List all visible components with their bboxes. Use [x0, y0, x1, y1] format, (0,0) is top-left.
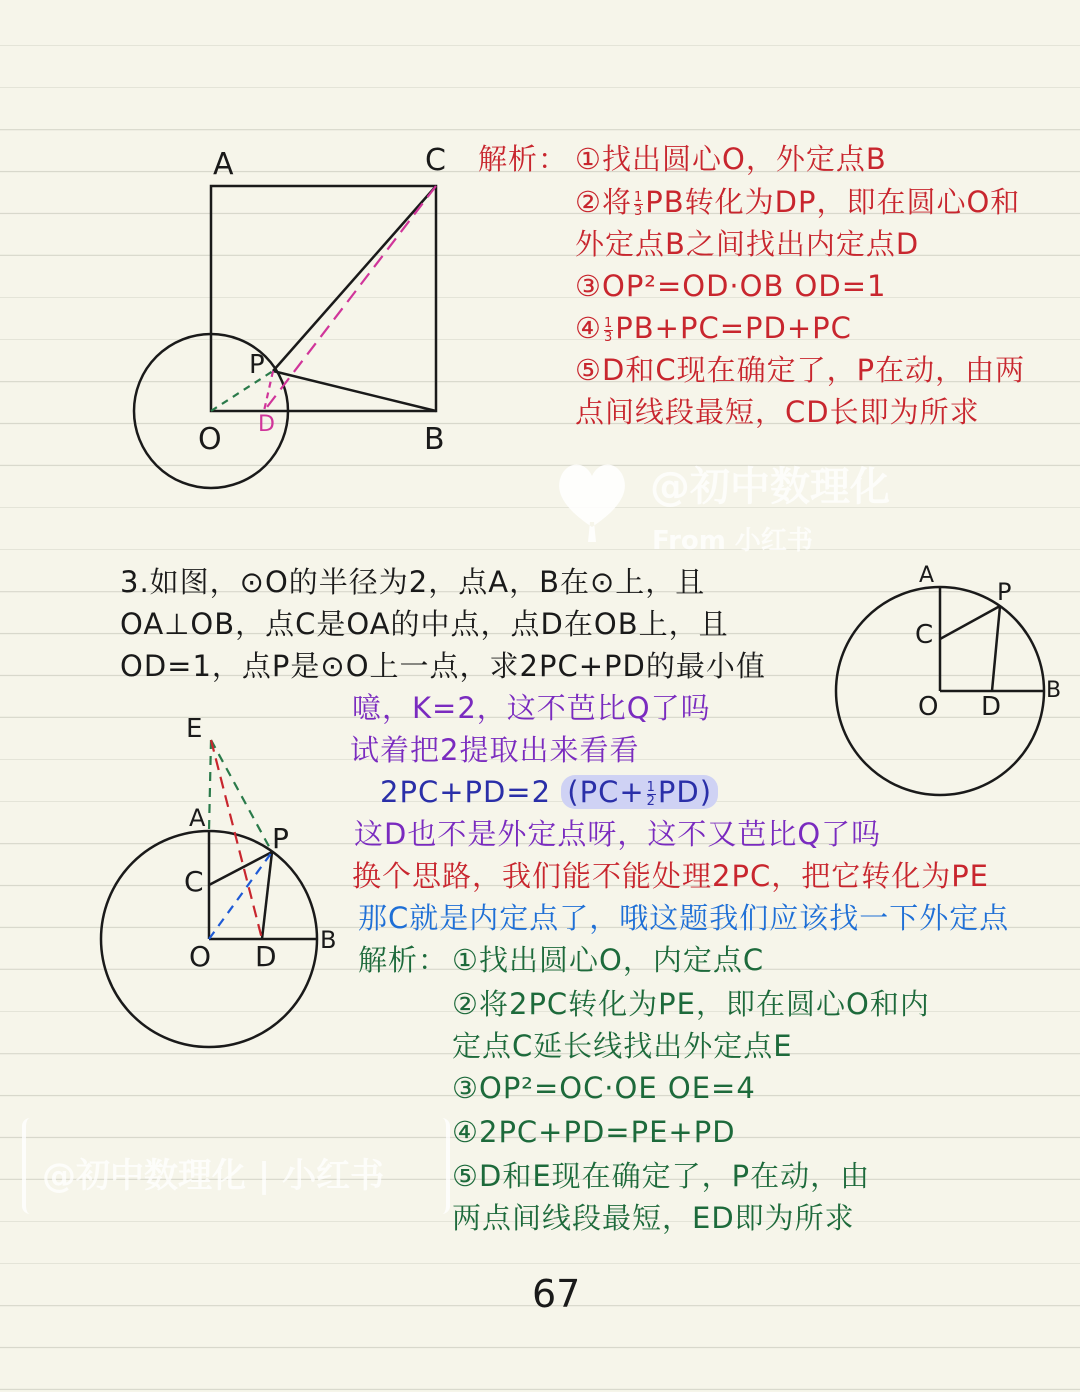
- label-p-3: P: [272, 822, 289, 855]
- label-c-2: C: [915, 620, 934, 650]
- fraction-one-half: $\frac{1}{2}$: [646, 779, 656, 809]
- label-c-1: C: [425, 143, 446, 178]
- step4-2: ④2PC+PD=PE+PD: [452, 1115, 736, 1149]
- watermark-title: @初中数理化: [650, 464, 890, 510]
- label-b-3: B: [320, 926, 337, 954]
- label-o-1: O: [198, 422, 222, 457]
- dash-cd: [264, 186, 436, 411]
- equation-line: [380, 776, 718, 808]
- watermark-bottom: @初中数理化 | 小红书: [42, 1156, 385, 1196]
- figure-1-dashes: [211, 186, 436, 411]
- watermark-heart-icon: [552, 452, 632, 542]
- step1-1: ①找出圆心O，外定点B: [575, 142, 887, 176]
- segment-pc: [273, 186, 436, 371]
- note-purple-3: 这D也不是外定点呀，这不又芭比Q了吗: [354, 817, 882, 851]
- equation-highlight: (PC+ $\frac{1}{2}$ PD): [561, 775, 718, 809]
- problem3-line3: OD=1，点P是⊙O上一点，求2PC+PD的最小值: [120, 649, 766, 683]
- label-e-3: E: [186, 714, 203, 744]
- step4-prefix: ④: [575, 311, 602, 345]
- label-p-1: P: [249, 350, 265, 380]
- label-a-3: A: [189, 804, 206, 832]
- dash-eo: [209, 740, 211, 831]
- label-d-1: D: [258, 412, 275, 437]
- label-b-1: B: [424, 422, 445, 457]
- step2-rest: PB转化为DP，即在圆心O和: [645, 185, 1021, 219]
- step2-1: [575, 186, 1020, 218]
- step2-cont-1: 外定点B之间找出内定点D: [575, 227, 920, 261]
- figure-1: [134, 186, 436, 488]
- step3-2: ③OP²=OC·OE OE=4: [452, 1071, 756, 1105]
- label-d-3: D: [255, 940, 277, 973]
- label-o-3: O: [189, 940, 212, 973]
- note-red-1: 换个思路，我们能不能处理2PC，把它转化为PE: [352, 859, 989, 893]
- label-c-3: C: [184, 865, 204, 898]
- fraction-one-third: $\frac{1}{3}$: [634, 189, 644, 219]
- step5-2: ⑤D和E现在确定了，P在动，由: [452, 1159, 871, 1193]
- problem3-line2: OA⊥OB，点C是OA的中点，点D在OB上，且: [120, 607, 729, 641]
- step4-1: [575, 312, 852, 344]
- step2-prefix: ②将: [575, 185, 632, 219]
- fraction-one-third-b: $\frac{1}{3}$: [604, 315, 614, 345]
- analysis-title-1: 解析：: [478, 142, 569, 176]
- figure-3-dashes: [209, 740, 272, 939]
- step1-2: ①找出圆心O，内定点C: [452, 943, 765, 977]
- segment-cp: [940, 606, 1000, 639]
- label-d-2: D: [981, 692, 1002, 722]
- label-p-2: P: [997, 578, 1012, 606]
- note-purple-1: 噫，K=2，这不芭比Q了吗: [352, 691, 711, 725]
- note-purple-2: 试着把2提取出来看看: [350, 733, 640, 767]
- label-a-1: A: [213, 147, 234, 182]
- segment-pd-3: [262, 852, 272, 939]
- segment-pb: [273, 371, 436, 411]
- analysis-title-2: 解析：: [358, 943, 449, 977]
- step2-cont-2: 定点C延长线找出外定点E: [452, 1029, 793, 1063]
- label-o-2: O: [918, 692, 939, 722]
- step3-1: ③OP²=OD·OB OD=1: [575, 269, 887, 303]
- square-outline: [211, 186, 436, 411]
- equation-left: 2PC+PD=2: [380, 775, 552, 809]
- step5-cont-1: 点间线段最短，CD长即为所求: [575, 395, 980, 429]
- figure-2: [836, 587, 1044, 795]
- page-number: 67: [532, 1272, 581, 1316]
- step5-1: ⑤D和C现在确定了，P在动，由两: [575, 353, 1026, 387]
- dash-ed: [211, 740, 262, 939]
- step5-cont-2: 两点间线段最短，ED即为所求: [452, 1201, 855, 1235]
- segment-pd: [992, 606, 1000, 691]
- label-b-2: B: [1046, 678, 1062, 703]
- watermark-from: From 小红书: [652, 526, 813, 556]
- step4-rest: PB+PC=PD+PC: [615, 311, 852, 345]
- step2-2: ②将2PC转化为PE，即在圆心O和内: [452, 987, 930, 1021]
- note-blue-1: 那C就是内定点了，哦这题我们应该找一下外定点: [358, 901, 1010, 935]
- problem3-line1: 3.如图，⊙O的半径为2，点A，B在⊙上，且: [120, 565, 706, 599]
- label-a-2: A: [919, 563, 935, 588]
